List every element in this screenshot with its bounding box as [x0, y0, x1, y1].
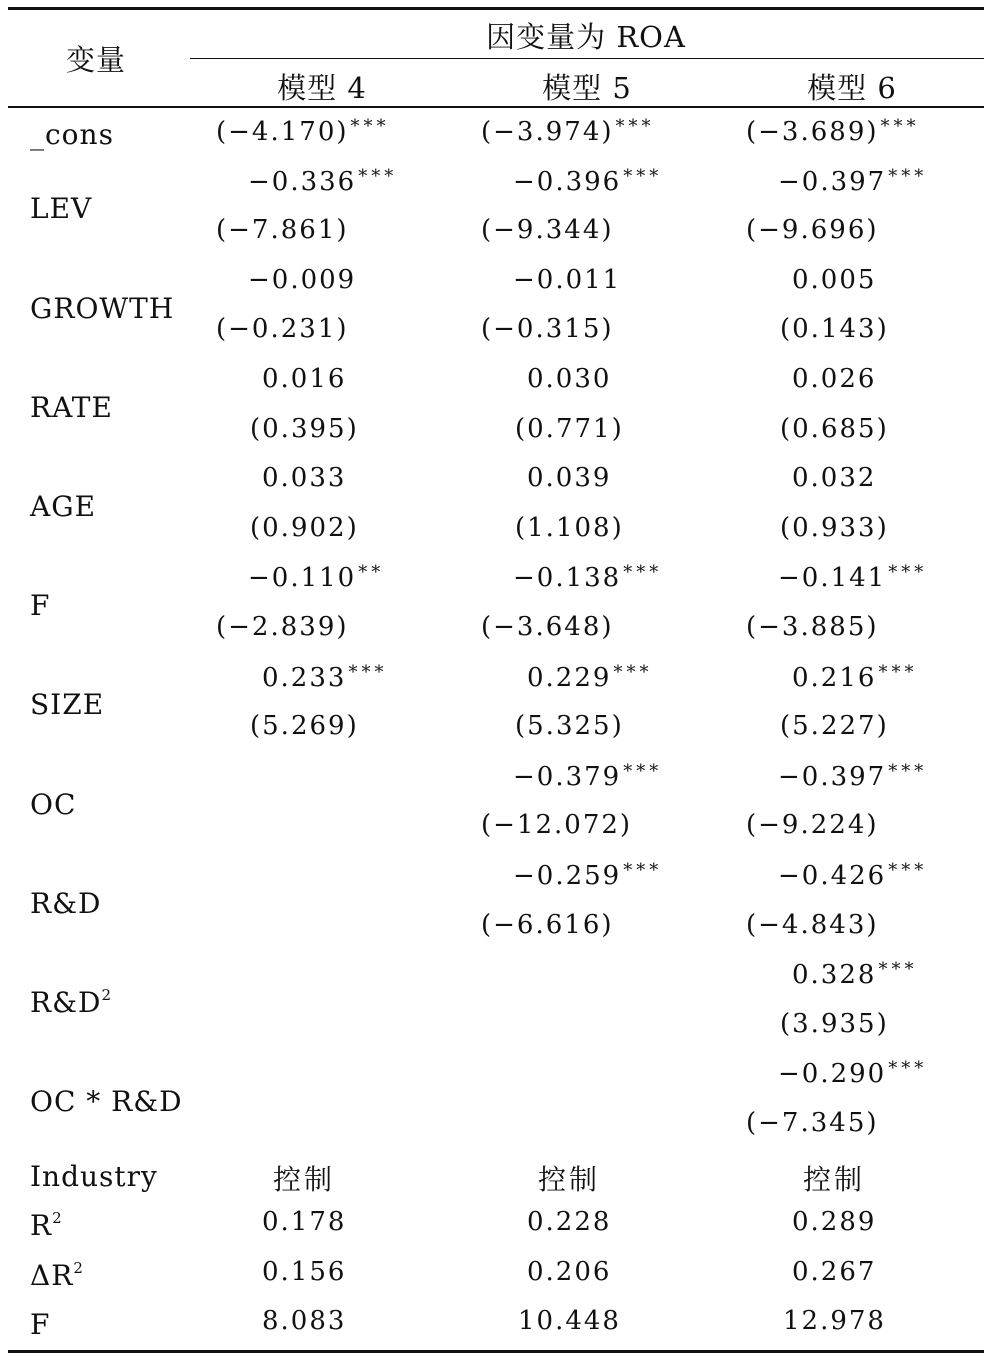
row-lev-coef-m4-value: −0.336 [248, 166, 357, 197]
row-lev-tstat-m6-value: (−9.696) [746, 215, 879, 246]
footer-r-squared-delta-label-superscript: 2 [73, 1258, 84, 1277]
row-size-coef-m6 [792, 662, 917, 693]
row-size-tstat-m5 [515, 711, 624, 741]
footer-industry-m6: 控制 [803, 1162, 866, 1196]
row-oc-tstat-m6-value: (−9.224) [746, 810, 879, 841]
footer-f-m5: 10.448 [518, 1306, 621, 1337]
row-f-coef-m4 [248, 562, 384, 593]
row-r-d-coef-m6-significance-stars: *** [888, 860, 928, 881]
footer-industry-m4: 控制 [273, 1162, 336, 1196]
row-oc-r-d-label [30, 1085, 183, 1118]
row-r-d-tstat-m5 [481, 910, 614, 940]
row-r-d-squared-tstat-m6-value: (3.935) [780, 1008, 889, 1039]
row-rate-tstat-m6 [780, 414, 889, 444]
row-r-d-squared-label-text: R&D [30, 986, 102, 1019]
row-rate-label [30, 391, 113, 424]
row-r-d-squared-tstat-m6 [780, 1009, 889, 1039]
row-size-coef-m5 [527, 662, 652, 693]
footer-r-squared-label [30, 1209, 63, 1242]
row-f-tstat-m5 [481, 612, 614, 642]
row-f-tstat-m6 [746, 612, 879, 642]
bottom-rule [8, 1350, 984, 1353]
row-growth-coef-m4 [248, 265, 356, 295]
row-rate-tstat-m6-value: (0.685) [780, 413, 889, 444]
row-size-coef-m5-significance-stars: *** [613, 661, 653, 683]
row-age-label-text: AGE [30, 490, 97, 523]
row-f-coef-m5 [513, 562, 662, 593]
row-oc-coef-m5-value: −0.379 [513, 761, 622, 792]
row-growth-label-text: GROWTH [30, 291, 175, 325]
row-r-d-coef-m6 [778, 860, 927, 891]
row-growth-tstat-m5-value: (−0.315) [481, 314, 614, 345]
row-cons-m5-significance-stars: *** [615, 116, 655, 137]
row-rate-tstat-m4-value: (0.395) [250, 413, 359, 444]
footer-r-squared-label-text: R [30, 1209, 53, 1243]
row-rate-coef-m4-value: 0.016 [262, 364, 347, 394]
row-size-coef-m4-value: 0.233 [262, 662, 347, 693]
row-rate-tstat-m5 [515, 414, 624, 444]
row-r-d-coef-m5-value: −0.259 [513, 861, 622, 891]
row-lev-tstat-m5 [481, 215, 614, 245]
row-f-tstat-m5-value: (−3.648) [481, 612, 614, 642]
row-r-d-squared-coef-m6 [792, 959, 917, 990]
row-lev-coef-m6 [778, 166, 927, 197]
footer-r-squared-m5: 0.228 [527, 1207, 612, 1238]
row-f-tstat-m4-value: (−2.839) [216, 612, 349, 642]
row-age-coef-m6 [792, 463, 876, 493]
model-6-header: 模型 6 [807, 71, 897, 105]
row-size-label [30, 688, 104, 721]
row-oc-tstat-m5 [481, 810, 632, 840]
row-size-tstat-m6-value: (5.227) [780, 711, 889, 742]
row-f-coef-m5-value: −0.138 [513, 563, 622, 594]
row-r-d-label-text: R&D [30, 886, 102, 920]
row-cons-m4-value: (−4.170) [216, 117, 349, 147]
row-rate-label-text: RATE [30, 390, 113, 424]
row-age-tstat-m5-value: (1.108) [515, 512, 624, 543]
row-age-coef-m5 [527, 463, 611, 493]
row-age-coef-m4-value: 0.033 [262, 463, 347, 494]
row-size-coef-m4-significance-stars: *** [348, 661, 388, 683]
row-f-coef-m6 [778, 562, 927, 593]
row-f-coef-m6-value: −0.141 [778, 563, 887, 594]
row-oc-r-d-tstat-m6-value: (−7.345) [746, 1108, 879, 1138]
row-cons-label-text: _cons [30, 118, 114, 151]
row-size-coef-m5-value: 0.229 [527, 662, 612, 693]
row-size-tstat-m4-value: (5.269) [250, 711, 359, 742]
row-age-tstat-m4-value: (0.902) [250, 512, 359, 543]
row-size-coef-m6-significance-stars: *** [878, 661, 918, 683]
variable-header: 变量 [66, 43, 127, 77]
dependent-variable-header: 因变量为 ROA [486, 20, 686, 54]
row-lev-coef-m5-value: −0.396 [513, 166, 622, 197]
row-f-label-text: F [30, 589, 51, 623]
row-r-d-squared-coef-m6-value: 0.328 [792, 960, 877, 991]
row-lev-coef-m6-significance-stars: *** [888, 165, 928, 187]
row-f-tstat-m6-value: (−3.885) [746, 612, 879, 642]
row-age-tstat-m6-value: (0.933) [780, 512, 889, 543]
row-growth-tstat-m5 [481, 314, 614, 344]
row-r-d-label [30, 887, 101, 920]
row-r-d-coef-m5 [513, 860, 662, 891]
footer-f-m4: 8.083 [262, 1306, 347, 1337]
row-oc-coef-m5 [513, 761, 662, 792]
row-rate-coef-m4 [262, 364, 346, 394]
row-growth-tstat-m6 [780, 314, 889, 344]
row-age-tstat-m5 [515, 513, 624, 543]
row-f-label [30, 589, 50, 622]
row-age-coef-m5-value: 0.039 [527, 463, 612, 494]
row-lev-label [30, 192, 92, 225]
row-r-d-coef-m6-value: −0.426 [778, 861, 887, 891]
row-lev-coef-m4-significance-stars: *** [358, 165, 398, 187]
row-growth-tstat-m4 [216, 314, 349, 344]
row-cons-m6-value: (−3.689) [746, 117, 879, 147]
row-rate-coef-m6-value: 0.026 [792, 364, 877, 394]
footer-r-squared-m6: 0.289 [792, 1207, 877, 1238]
footer-industry-m5: 控制 [538, 1162, 601, 1196]
row-f-coef-m6-significance-stars: *** [888, 562, 928, 584]
row-age-label [30, 490, 96, 523]
row-oc-r-d-coef-m6-significance-stars: *** [888, 1058, 928, 1080]
row-growth-tstat-m4-value: (−0.231) [216, 314, 349, 345]
row-cons-m5 [481, 116, 655, 147]
top-rule [8, 7, 984, 10]
footer-f-label-text: F [30, 1308, 51, 1342]
row-cons-m5-value: (−3.974) [481, 117, 614, 147]
row-r-d-coef-m5-significance-stars: *** [623, 860, 663, 881]
row-oc-label [30, 788, 76, 821]
model-5-header: 模型 5 [542, 71, 632, 105]
row-size-label-text: SIZE [30, 688, 105, 722]
row-lev-coef-m6-value: −0.397 [778, 166, 887, 197]
row-rate-coef-m5-value: 0.030 [527, 364, 612, 394]
row-rate-coef-m6 [792, 364, 876, 394]
row-age-coef-m4 [262, 463, 346, 493]
footer-industry-label-text: Industry [30, 1159, 158, 1193]
footer-r-squared-m4: 0.178 [262, 1207, 347, 1238]
row-growth-coef-m6 [792, 265, 876, 295]
row-oc-r-d-tstat-m6 [746, 1108, 879, 1138]
row-oc-label-text: OC [30, 787, 77, 821]
row-r-d-tstat-m6 [746, 910, 879, 940]
row-growth-coef-m5 [513, 265, 621, 295]
row-size-tstat-m4 [250, 711, 359, 741]
row-f-coef-m4-significance-stars: ** [358, 562, 385, 584]
row-r-d-squared-label-superscript: 2 [101, 986, 113, 1004]
row-oc-coef-m5-significance-stars: *** [623, 760, 663, 782]
row-oc-tstat-m5-value: (−12.072) [481, 810, 633, 841]
footer-industry-label [30, 1160, 158, 1193]
row-lev-label-text: LEV [30, 192, 93, 226]
row-oc-r-d-coef-m6 [778, 1058, 927, 1089]
row-growth-coef-m4-value: −0.009 [248, 264, 357, 295]
row-age-tstat-m4 [250, 513, 359, 543]
footer-r-squared-delta-m4: 0.156 [262, 1256, 347, 1287]
footer-r-squared-label-superscript: 2 [52, 1209, 63, 1228]
row-growth-tstat-m6-value: (0.143) [780, 314, 889, 345]
row-growth-label [30, 292, 174, 325]
row-r-d-tstat-m5-value: (−6.616) [481, 909, 614, 940]
row-age-coef-m6-value: 0.032 [792, 463, 877, 494]
row-cons-m6 [746, 116, 920, 147]
row-lev-tstat-m6 [746, 215, 879, 245]
row-lev-tstat-m4-value: (−7.861) [216, 215, 349, 246]
row-cons-m4 [216, 116, 390, 147]
row-age-tstat-m6 [780, 513, 889, 543]
row-lev-coef-m5 [513, 166, 662, 197]
row-lev-tstat-m5-value: (−9.344) [481, 215, 614, 246]
row-oc-r-d-label-text: OC * R&D [30, 1085, 183, 1119]
row-f-tstat-m4 [216, 612, 349, 642]
model-4-header: 模型 4 [277, 71, 367, 105]
row-lev-coef-m4 [248, 166, 397, 197]
row-cons-m4-significance-stars: *** [350, 116, 390, 137]
row-oc-coef-m6 [778, 761, 927, 792]
row-size-tstat-m5-value: (5.325) [515, 711, 624, 742]
row-lev-coef-m5-significance-stars: *** [623, 165, 663, 187]
row-f-coef-m4-value: −0.110 [248, 563, 357, 594]
row-size-coef-m4 [262, 662, 387, 693]
row-oc-tstat-m6 [746, 810, 879, 840]
row-size-tstat-m6 [780, 711, 889, 741]
row-oc-r-d-coef-m6-value: −0.290 [778, 1059, 887, 1090]
row-lev-tstat-m4 [216, 215, 349, 245]
footer-f-label [30, 1308, 50, 1341]
footer-r-squared-delta-m5: 0.206 [527, 1256, 612, 1287]
row-oc-coef-m6-significance-stars: *** [888, 760, 928, 782]
row-rate-coef-m5 [527, 364, 611, 394]
footer-f-m6: 12.978 [783, 1306, 886, 1337]
row-r-d-squared-label [30, 986, 112, 1019]
row-rate-tstat-m5-value: (0.771) [515, 413, 624, 444]
footer-r-squared-delta-label-text: ΔR [30, 1258, 74, 1292]
row-r-d-squared-coef-m6-significance-stars: *** [878, 959, 918, 981]
row-growth-coef-m6-value: 0.005 [792, 264, 877, 295]
footer-r-squared-delta-m6: 0.267 [792, 1256, 877, 1287]
subheader-rule [190, 58, 984, 59]
row-f-coef-m5-significance-stars: *** [623, 562, 663, 584]
row-cons-m6-significance-stars: *** [880, 116, 920, 137]
row-cons-label [30, 118, 114, 151]
row-oc-coef-m6-value: −0.397 [778, 761, 887, 792]
row-growth-coef-m5-value: −0.011 [513, 264, 622, 295]
row-r-d-tstat-m6-value: (−4.843) [746, 909, 879, 940]
row-size-coef-m6-value: 0.216 [792, 662, 877, 693]
row-rate-tstat-m4 [250, 414, 359, 444]
footer-r-squared-delta-label [30, 1259, 84, 1292]
